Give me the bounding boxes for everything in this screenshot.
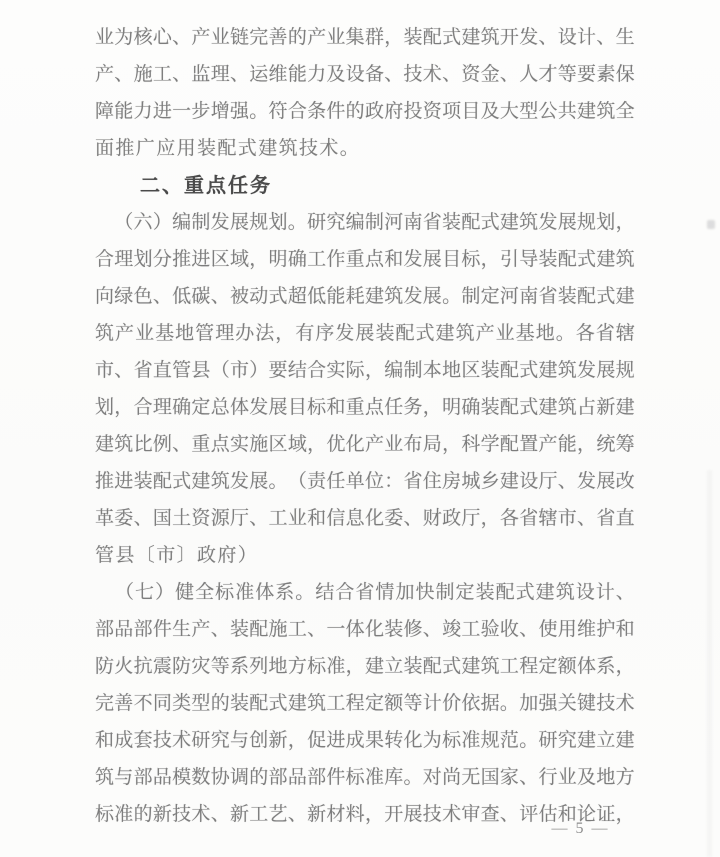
text-line: 向 绿 色 、 低 碳 、 被 动 式 超 低 能 耗 建 筑 发 展 。 制 定 河 南 省 装 配 式 建 [95, 286, 635, 307]
text-line: 面推广应用装配式建筑技术。 [95, 138, 361, 159]
text-line: 标 准 的 新 技 术 、 新 工 艺 、 新 材 料 ， 开 展 技 术 审 查 、 评 估 和 论 证 ， [95, 804, 635, 825]
text-line: 筑 与 部 品 模 数 协 调 的 部 品 部 件 标 准 库 。 对 尚 无 国 家 、 行 业 及 地 方 [95, 767, 635, 788]
text-line: 推 进 装 配 式 建 筑 发 展 。 （ 责 任 单 位 ： 省 住 房 城 乡 建 设 厅 、 发 展 改 [95, 471, 635, 492]
text-line: 障 能 力 进 一 步 增 强 。 符 合 条 件 的 政 府 投 资 项 目 及 大 型 公 共 建 筑 全 [95, 101, 635, 122]
text-line: 市 、 省 直 管 县 （ 市 ） 要 结 合 实 际 ， 编 制 本 地 区 装 配 式 建 筑 发 展 规 [95, 360, 635, 381]
text-line: 部 品 部 件 生 产 、 装 配 施 工 、 一 体 化 装 修 、 竣 工 验 收 、 使 用 维 护 和 [95, 619, 635, 640]
text-line: （ 七 ） 健 全 标 准 体 系 。 结 合 省 情 加 快 制 定 装 配 式 建 筑 设 计 、 [115, 582, 635, 603]
text-line: 产 、 施 工 、 监 理 、 运 维 能 力 及 设 备 、 技 术 、 资 金 、 人 才 等 要 素 保 [95, 64, 635, 85]
text-line: 完 善 不 同 类 型 的 装 配 式 建 筑 工 程 定 额 等 计 价 依 据 。 加 强 关 键 技 术 [95, 693, 635, 714]
text-line: 筑 产 业 基 地 管 理 办 法 ， 有 序 发 展 装 配 式 建 筑 产 业 基 地 。 各 省 辖 [95, 323, 635, 344]
text-line: （ 六 ） 编 制 发 展 规 划 。 研 究 编 制 河 南 省 装 配 式 建 筑 发 展 规 划 ， [114, 212, 635, 233]
page-number: — 5 — [551, 820, 610, 837]
scan-artifact-right-streak [707, 470, 712, 857]
text-line: 建 筑 比 例 、 重 点 实 施 区 域 ， 优 化 产 业 布 局 ， 科 学 配 置 产 能 ， 统 筹 [95, 434, 635, 455]
text-line: 划 ， 合 理 确 定 总 体 发 展 目 标 和 重 点 任 务 ， 明 确 装 配 式 建 筑 占 新 建 [95, 397, 635, 418]
scan-artifact-speck [707, 220, 715, 229]
text-line: 业 为 核 心 、 产 业 链 完 善 的 产 业 集 群 ， 装 配 式 建 筑 开 发 、 设 计 、 生 [95, 27, 635, 48]
text-line: 防 火 抗 震 防 灾 等 系 列 地 方 标 准 ， 建 立 装 配 式 建 筑 工 程 定 额 体 系 ， [95, 656, 635, 677]
text-line: 革 委 、 国 土 资 源 厅 、 工 业 和 信 息 化 委 、 财 政 厅 ， 各 省 辖 市 、 省 直 [95, 508, 635, 529]
document-text [95, 17, 635, 831]
text-line: 和 成 套 技 术 研 究 与 创 新 ， 促 进 成 果 转 化 为 标 准 规 范 。 研 究 建 立 建 [95, 730, 635, 751]
section-heading: 二、重点任务 [140, 175, 272, 197]
text-line: 合 理 划 分 推 进 区 域 ， 明 确 工 作 重 点 和 发 展 目 标 ， 引 导 装 配 式 建 筑 [95, 249, 635, 270]
text-line: 管县〔市〕政府） [95, 545, 259, 566]
